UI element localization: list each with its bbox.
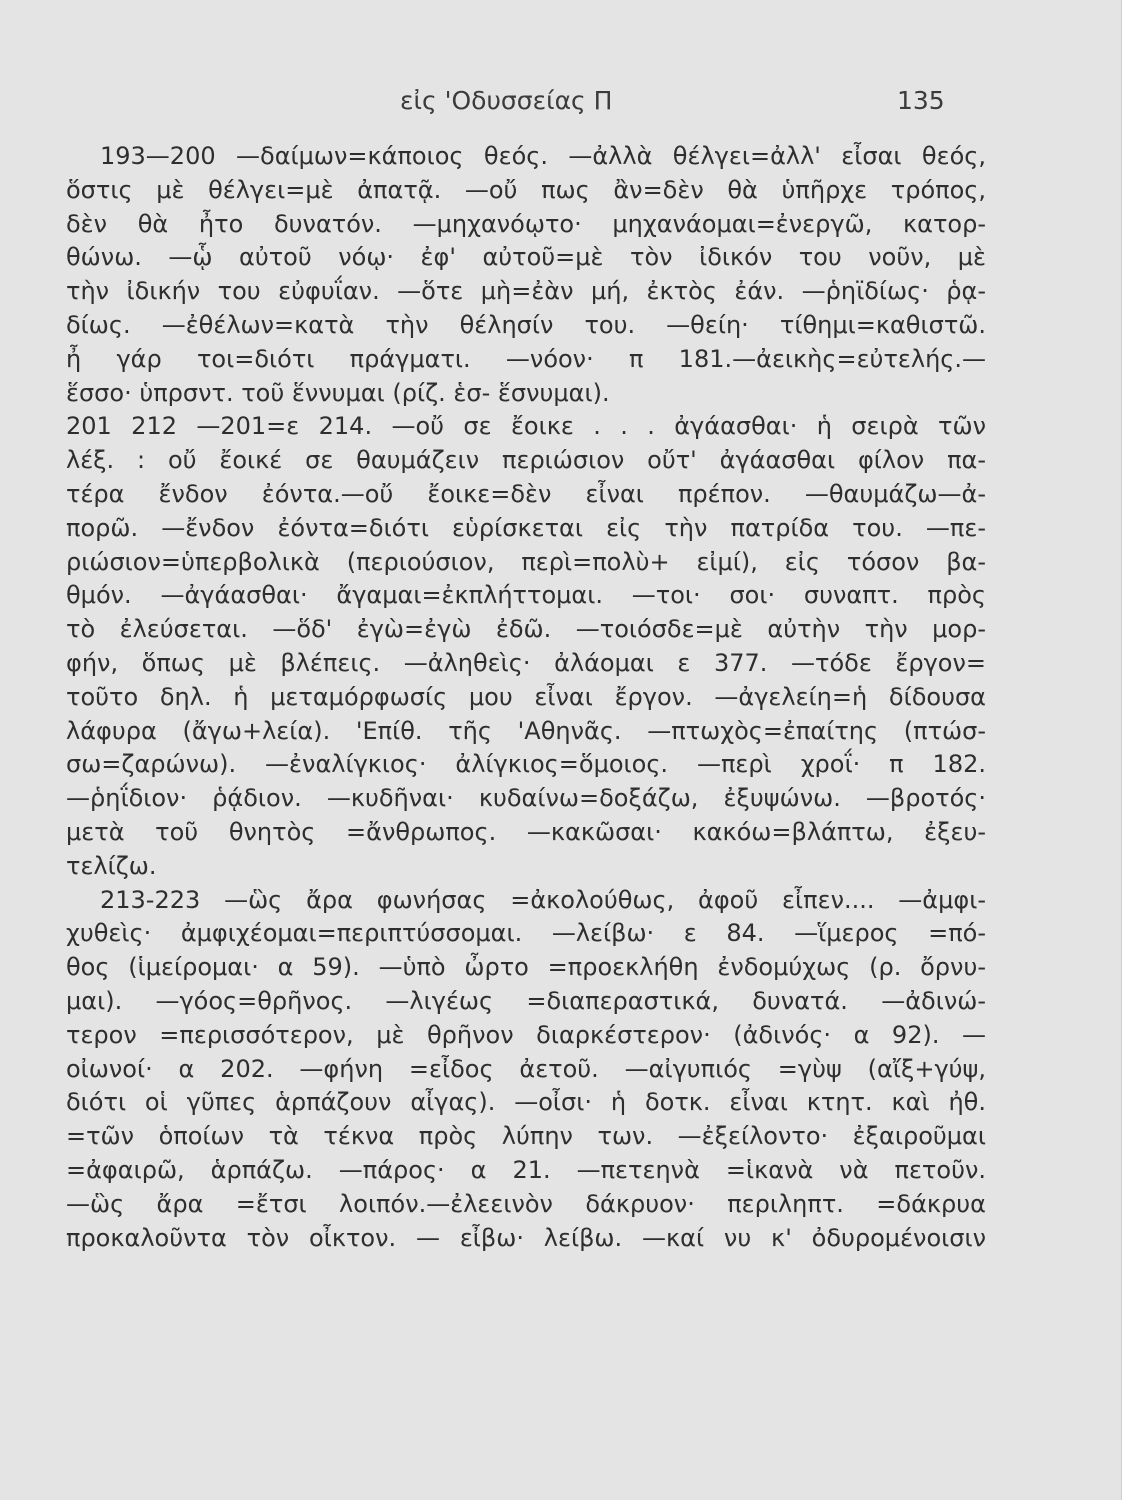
text-line: μαι). —γόος=θρῆνος. —λιγέως =διαπεραστικά, δυνατά. —ἀδινώ- bbox=[66, 986, 986, 1015]
text-line: 193—200 —δαίμων=κάποιος θεός. —ἀλλὰ θέλγει=ἀλλ' εἶσαι θεός, bbox=[100, 142, 986, 170]
text-line: οἰωνοί· α 202. —φήνη =εἶδος ἀετοῦ. —αἰγυπιός =γὺψ (αἴξ+γύψ, bbox=[66, 1054, 986, 1083]
text-line: χυθεὶς· ἀμφιχέομαι=περιπτύσσομαι. —λείβω· ε 84. —ἵμερος =πό- bbox=[66, 919, 986, 948]
text-line: δὲν θὰ ἦτο δυνατόν. —μηχανόῳτο· μηχανάομαι=ἐνεργῶ, κατορ- bbox=[66, 209, 986, 238]
text-line: θώνω. —ᾧ αὐτοῦ νόῳ· ἐφ' αὐτοῦ=μὲ τὸν ἰδικόν του νοῦν, μὲ bbox=[66, 243, 986, 272]
text-line: =τῶν ὁποίων τὰ τέκνα πρὸς λύπην των. —ἐξείλοντο· ἐξαιροῦμαι bbox=[66, 1122, 986, 1151]
commentary-text bbox=[66, 140, 986, 1255]
text-line: διότι οἱ γῦπες ἁρπάζουν αἶγας). —οἶσι· ἡ δοτκ. εἶναι κτητ. καὶ ἠθ. bbox=[66, 1088, 986, 1117]
text-line: θμόν. —ἀγάασθαι· ἄγαμαι=ἐκπλήττομαι. —τοι· σοι· συναπτ. πρὸς bbox=[66, 581, 986, 610]
text-line: τοῦτο δηλ. ἡ μεταμόρφωσίς μου εἶναι ἔργον. —ἀγελείη=ἡ δίδουσα bbox=[66, 682, 986, 711]
text-line: ἦ γάρ τοι=διότι πράγματι. —νόον· π 181.—ἀεικὴς=εὐτελής.— bbox=[66, 344, 986, 373]
text-line: 213-223 —ὣς ἄρα φωνήσας =ἀκολούθως, ἀφοῦ εἶπεν.... —ἀμφι- bbox=[100, 885, 986, 914]
text-line: σω=ζαρώνω). —ἐναλίγκιος· ἀλίγκιος=ὅμοιος. —περὶ χροΐ· π 182. bbox=[66, 750, 986, 779]
text-line: προκαλοῦντα τὸν οἶκτον. — εἶβω· λείβω. —καί νυ κ' ὀδυρομένοισιν bbox=[66, 1223, 986, 1252]
text-line: λέξ. : οὔ ἔοικέ σε θαυμάζειν περιώσιον οὔτ' ἀγάασθαι φίλον πα- bbox=[66, 446, 986, 475]
text-line: δίως. —ἐθέλων=κατὰ τὴν θέλησίν του. —θείη· τίθημι=καθιστῶ. bbox=[66, 310, 986, 339]
text-line: θος (ἱμείρομαι· α 59). —ὑπὸ ὦρτο =προεκλήθη ἐνδομύχως (ρ. ὄρνυ- bbox=[66, 953, 986, 982]
text-line: 201 212 —201=ε 214. —οὔ σε ἔοικε . . . ἀγάασθαι· ἡ σειρὰ τῶν bbox=[66, 412, 986, 441]
running-title: εἰς 'Οδυσσείας Π bbox=[400, 86, 613, 115]
text-line: τὴν ἰδικήν του εὐφυΐαν. —ὅτε μὴ=ἐὰν μή, ἐκτὸς ἐάν. —ῥηϊδίως· ῥᾳ- bbox=[66, 277, 986, 306]
text-line: τερον =περισσότερον, μὲ θρῆνον διαρκέστερον· (ἀδινός· α 92). — bbox=[66, 1020, 986, 1049]
text-line: μετὰ τοῦ θνητὸς =ἄνθρωπος. —κακῶσαι· κακόω=βλάπτω, ἐξευ- bbox=[66, 817, 986, 846]
text-line: ἕσσο· ὑπρσντ. τοῦ ἕννυμαι (ρίζ. ἑσ- ἕσνυμαι). bbox=[66, 378, 610, 407]
text-line: τὸ ἐλεύσεται. —ὅδ' ἐγὼ=ἐγὼ ἐδῶ. —τοιόσδε=μὲ αὐτὴν τὴν μορ- bbox=[66, 615, 986, 644]
text-line: πορῶ. —ἔνδον ἐόντα=διότι εὑρίσκεται εἰς τὴν πατρίδα του. —πε- bbox=[66, 513, 986, 542]
text-line: φήν, ὅπως μὲ βλέπεις. —ἀληθεὶς· ἀλάομαι ε 377. —τόδε ἔργον= bbox=[66, 648, 986, 677]
text-line: τέρα ἔνδον ἐόντα.—οὔ ἔοικε=δὲν εἶναι πρέπον. —θαυμάζω—ἀ- bbox=[66, 479, 986, 508]
text-line: ὅστις μὲ θέλγει=μὲ ἀπατᾷ. —οὔ πως ἂν=δὲν θὰ ὑπῆρχε τρόπος, bbox=[66, 175, 986, 204]
text-line: —ὣς ἄρα =ἔτσι λοιπόν.—ἐλεεινὸν δάκρυον· περιληπτ. =δάκρυα bbox=[66, 1189, 986, 1218]
page-number: 135 bbox=[897, 86, 945, 115]
text-line: —ῥηΐδιον· ῥᾴδιον. —κυδῆναι· κυδαίνω=δοξάζω, ἐξυψώνω. —βροτός· bbox=[66, 784, 986, 813]
page-header bbox=[0, 86, 1121, 126]
text-line: τελίζω. bbox=[66, 851, 157, 880]
text-line: λάφυρα (ἄγω+λεία). 'Επίθ. τῆς 'Αθηνᾶς. —πτωχὸς=ἐπαίτης (πτώσ- bbox=[66, 716, 986, 745]
text-line: ριώσιον=ὑπερβολικὰ (περιούσιον, περὶ=πολὺ+ εἰμί), εἰς τόσον βα- bbox=[66, 547, 986, 576]
text-line: =ἀφαιρῶ, ἁρπάζω. —πάρος· α 21. —πετεηνὰ =ἱκανὰ νὰ πετοῦν. bbox=[66, 1155, 986, 1184]
